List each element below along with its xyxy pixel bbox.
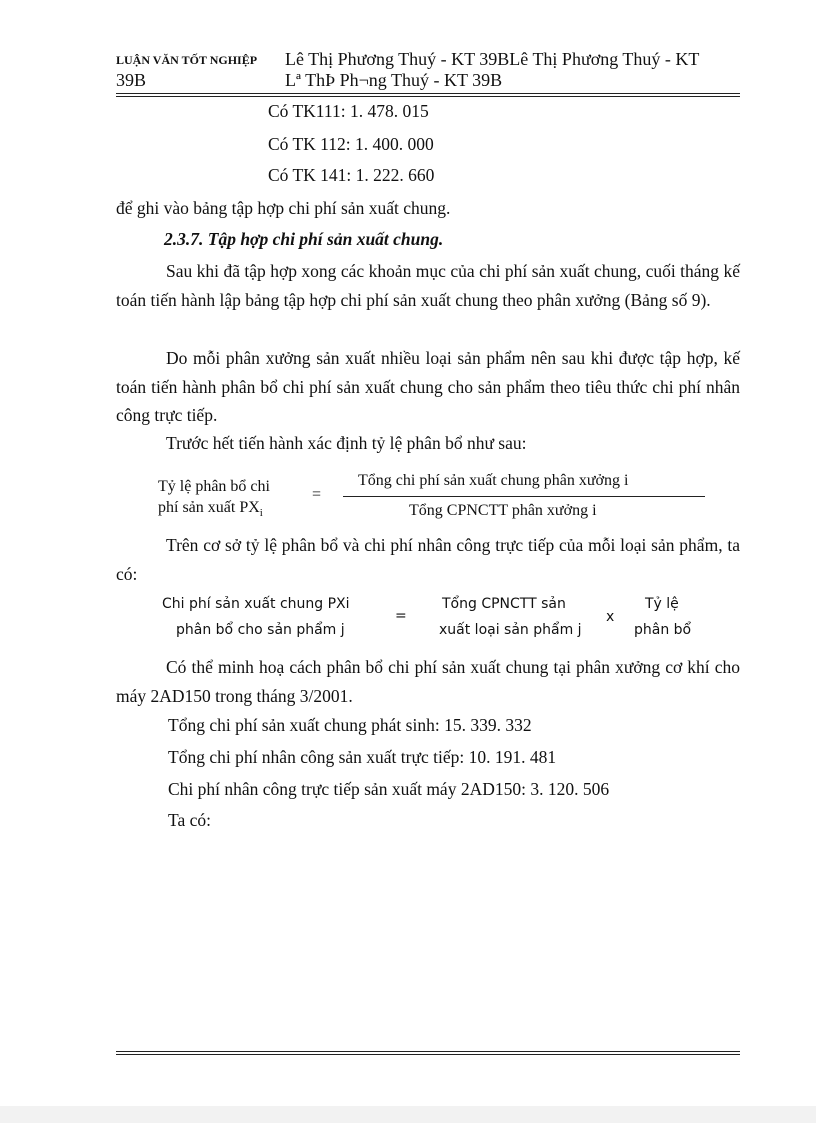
formula2-lhs-line1: Chi phí sản xuất chung PXi (162, 596, 350, 612)
formula1-fraction-bar (343, 496, 705, 497)
formula2-times: x (606, 609, 615, 625)
paragraph-4: Trên cơ sở tỷ lệ phân bổ và chi phí nhân công trực tiếp của mỗi loại sản phẩm, ta có: (116, 535, 740, 584)
footer-rule (116, 1051, 740, 1055)
paragraph-1: Sau khi đã tập hợp xong các khoản mục của chi phí sản xuất chung, cuối tháng kế toán tiến hành lập bảng tập hợp chi phí sản xuất chung theo phân xưởng (Bảng số 9). (116, 261, 740, 310)
author-line-2: Lª ThÞ Ph¬ng Thuý - KT 39B (285, 70, 503, 90)
account-line-112: Có TK 112: 1. 400. 000 (268, 134, 434, 154)
formula1-lhs-subscript: i (259, 507, 263, 520)
header-rule (116, 93, 740, 97)
formula2-term2-line1: Tỷ lệ (645, 596, 679, 612)
thesis-label: LUẬN VĂN TỐT NGHIỆP (116, 53, 258, 67)
formula2-term2-line2: phân bổ (634, 622, 692, 638)
author-line-1: Lê Thị Phương Thuý - KT 39BLê Thị Phương Thuý - KT (285, 49, 700, 69)
account-line-141: Có TK 141: 1. 222. 660 (268, 165, 435, 185)
figure-total-overhead: Tổng chi phí sản xuất chung phát sinh: 15. 339. 332 (168, 715, 532, 735)
formula1-lhs-line2: phí sản xuất $PX_i$ (158, 499, 263, 520)
formula2-lhs-line2: phân bổ cho sản phẩm j (176, 622, 345, 638)
formula1-equals: = (312, 486, 322, 503)
paragraph-2: Do mỗi phân xưởng sản xuất nhiều loại sản phẩm nên sau khi được tập hợp, kế toán tiến hành phân bổ chi phí sản xuất chung cho sản phẩm theo tiêu thức chi phí nhân công trực tiếp. (116, 348, 740, 425)
page-bottom-strip (0, 1106, 816, 1123)
paragraph-5: Có thể minh hoạ cách phân bổ chi phí sản xuất chung tại phân xưởng cơ khí cho máy 2AD150 trong tháng 3/2001. (116, 657, 740, 706)
paragraph-3: Trước hết tiến hành xác định tỷ lệ phân bổ như sau: (166, 433, 527, 453)
thesis-label-suffix: 39B (116, 70, 147, 90)
record-line: để ghi vào bảng tập hợp chi phí sản xuất chung. (116, 198, 451, 218)
formula1-denominator: Tổng CPNCTT phân xưởng i (409, 502, 597, 519)
formula2-equals: = (395, 608, 407, 624)
formula2-term1-line1: Tổng CPNCTT sản (442, 596, 566, 612)
figure-total-direct-labor: Tổng chi phí nhân công sản xuất trực tiếp: 10. 191. 481 (168, 747, 557, 767)
account-line-111: Có TK111: 1. 478. 015 (268, 101, 429, 121)
formula1-numerator: Tổng chi phí sản xuất chung phân xưởng i (358, 472, 629, 489)
closing-line: Ta có: (168, 810, 211, 830)
figure-machine-direct-labor: Chi phí nhân công trực tiếp sản xuất máy 2AD150: 3. 120. 506 (168, 779, 610, 799)
formula2-term1-line2: xuất loại sản phẩm j (439, 622, 582, 638)
section-heading: 2.3.7. Tập hợp chi phí sản xuất chung. (164, 229, 444, 249)
formula1-lhs-line1: Tỷ lệ phân bổ chi (158, 478, 270, 495)
